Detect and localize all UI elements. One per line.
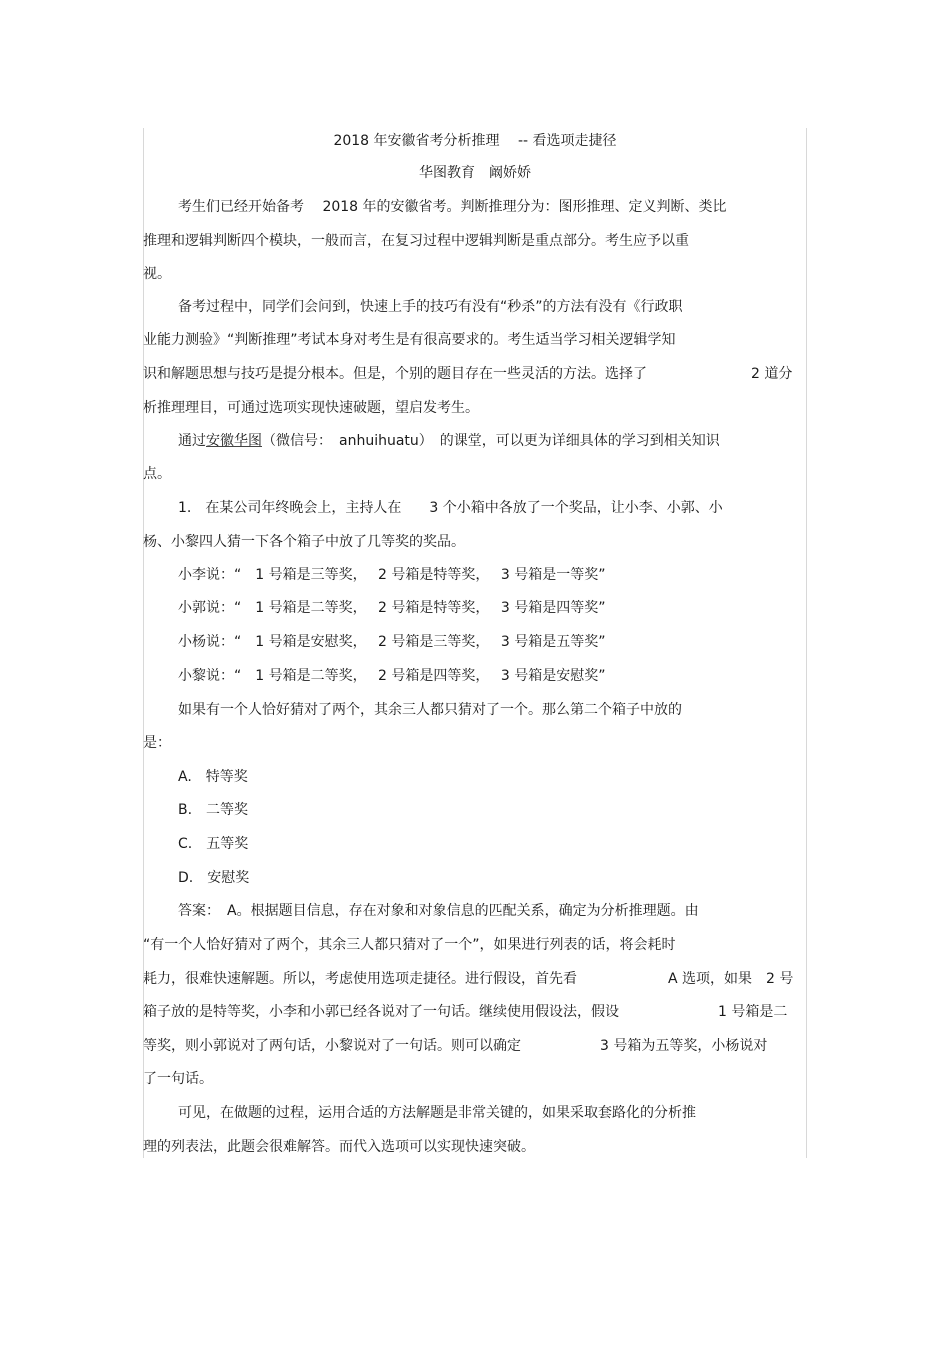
paragraph-line: 点。: [143, 466, 171, 482]
paragraph-line: 推理和逻辑判断四个模块，一般而言，在复习过程中逻辑判断是重点部分。考生应予以重: [143, 233, 689, 249]
paragraph-text: 通过: [178, 433, 206, 449]
question-line: 是：: [143, 735, 171, 751]
question-line: 杨、小黎四人猜一下各个箱子中放了几等奖的奖品。: [143, 534, 465, 550]
page-border-right: [806, 128, 807, 1158]
paragraph-line: [178, 431, 720, 451]
huatu-link[interactable]: 安徽华图: [206, 433, 262, 449]
paragraph-line: 备考过程中，同学们会问到，快速上手的技巧有没有“秒杀”的方法有没有《行政职: [178, 299, 683, 315]
option-d: D. 安慰奖: [178, 870, 250, 886]
answer-line: 等奖，则小郭说对了两句话，小黎说对了一句话。则可以确定: [143, 1038, 521, 1054]
paragraph-line: 识和解题思想与技巧是提分根本。但是，个别的题目存在一些灵活的方法。选择了: [143, 366, 647, 382]
conclusion-line: 可见，在做题的过程，运用合适的方法解题是非常关键的，如果采取套路化的分析推: [178, 1105, 696, 1121]
question-line: 如果有一个人恰好猜对了两个，其余三人都只猜对了一个。那么第二个箱子中放的: [178, 702, 682, 718]
paragraph-line: 视。: [143, 266, 171, 282]
option-c: C. 五等奖: [178, 836, 249, 852]
answer-line: 了一句话。: [143, 1071, 213, 1087]
statement-line: 小杨说：“ 1 号箱是安慰奖， 2 号箱是三等奖， 3 号箱是五等奖”: [178, 634, 606, 650]
answer-line: 耗力，很难快速解题。所以，考虑使用选项走捷径。进行假设，首先看: [143, 971, 577, 987]
paragraph-line: 考生们已经开始备考 2018 年的安徽省考。判断推理分为：图形推理、定义判断、类比: [178, 199, 727, 215]
paragraph-line: 析推理理目，可通过选项实现快速破题，望启发考生。: [143, 400, 479, 416]
question-line: 1. 在某公司年终晚会上，主持人在 3 个小箱中各放了一个奖品，让小李、小郭、小: [178, 500, 723, 516]
answer-line: 1 号箱是二: [718, 1004, 788, 1020]
answer-line: 答案： A。根据题目信息，存在对象和对象信息的匹配关系，确定为分析推理题。由: [178, 903, 699, 919]
conclusion-line: 理的列表法，此题会很难解答。而代入选项可以实现快速突破。: [143, 1139, 535, 1155]
statement-line: 小郭说：“ 1 号箱是二等奖， 2 号箱是特等奖， 3 号箱是四等奖”: [178, 600, 606, 616]
answer-line: “有一个人恰好猜对了两个，其余三人都只猜对了一个”，如果进行列表的话，将会耗时: [143, 937, 676, 953]
paragraph-line: 2 道分: [751, 366, 793, 382]
statement-line: 小李说：“ 1 号箱是三等奖， 2 号箱是特等奖， 3 号箱是一等奖”: [178, 567, 606, 583]
document-title: 2018 年安徽省考分析推理 -- 看选项走捷径: [333, 133, 617, 149]
option-b: B. 二等奖: [178, 802, 249, 818]
answer-line: 3 号箱为五等奖，小杨说对: [600, 1038, 768, 1054]
option-a: A. 特等奖: [178, 769, 248, 785]
paragraph-text: （微信号： anhuihuatu） 的课堂，可以更为详细具体的学习到相关知识: [262, 433, 720, 449]
paragraph-line: 业能力测验》“判断推理”考试本身对考生是有很高要求的。考生适当学习相关逻辑学知: [143, 332, 676, 348]
document-byline: 华图教育 阚娇娇: [419, 165, 531, 181]
answer-line: 箱子放的是特等奖，小李和小郭已经各说对了一句话。继续使用假设法，假设: [143, 1004, 619, 1020]
statement-line: 小黎说：“ 1 号箱是二等奖， 2 号箱是四等奖， 3 号箱是安慰奖”: [178, 668, 606, 684]
answer-line: A 选项，如果 2 号: [668, 971, 794, 987]
